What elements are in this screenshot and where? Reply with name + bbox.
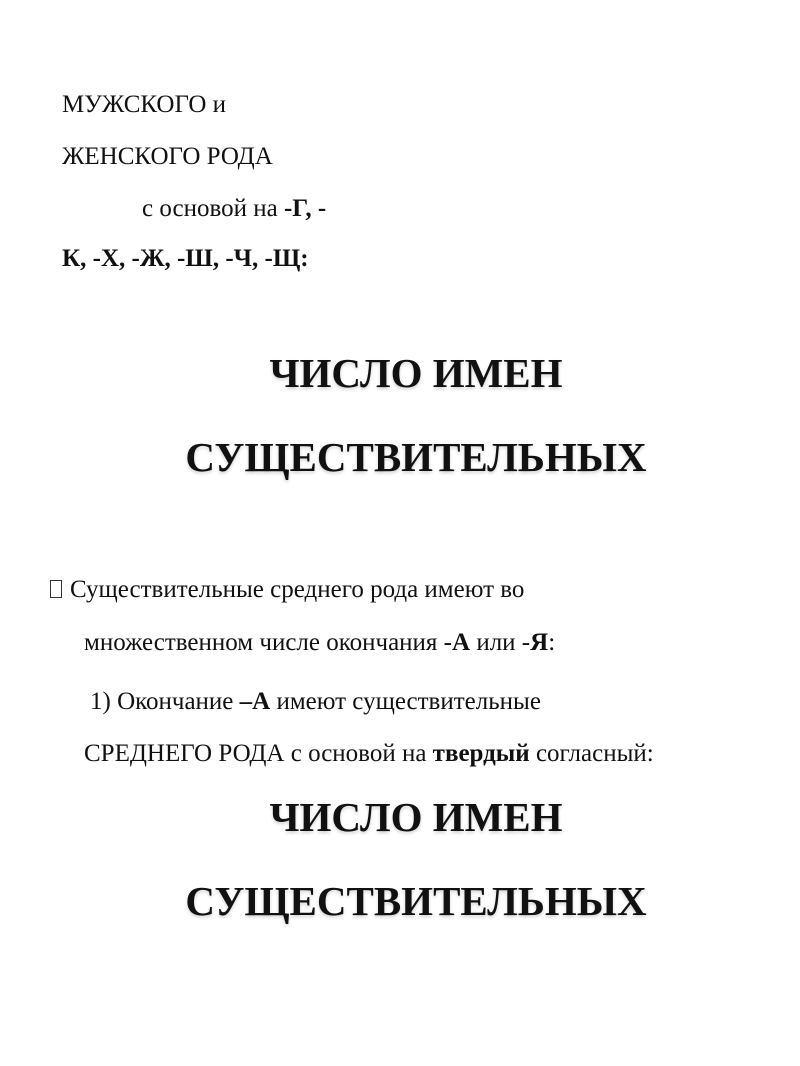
- point-1-prefix: 1) Окончание: [90, 688, 240, 715]
- rule-line-1: [50, 575, 524, 605]
- point-1-hard: твердый: [432, 740, 530, 767]
- ending-ya: Я: [530, 629, 549, 656]
- heading-1-line-1: ЧИСЛО ИМЕН: [269, 350, 563, 396]
- intro-line-2: ЖЕНСКОГО РОДА: [62, 143, 273, 170]
- point-1-line-1: [90, 687, 541, 717]
- rule-or: или -: [470, 629, 531, 656]
- ending-a: А: [452, 629, 471, 656]
- rule-line-2: [84, 628, 555, 658]
- intro-line-4-endings: К, -Х, -Ж, -Ш, -Ч, -Щ:: [62, 245, 309, 272]
- heading-2-line-2: СУЩЕСТВИТЕЛЬНЫХ: [185, 878, 647, 924]
- point-1-line-2: [84, 739, 654, 769]
- missing-glyph-box-icon: [50, 580, 62, 598]
- point-1-line-2-end: согласный:: [529, 740, 654, 767]
- intro-line-1: МУЖСКОГО и: [62, 91, 227, 118]
- point-1-line-2-text: СРЕДНЕГО РОДА с основой на: [84, 740, 433, 767]
- heading-2-line-1: ЧИСЛО ИМЕН: [269, 794, 563, 840]
- point-1-rest: имеют существительные: [270, 688, 541, 715]
- rule-line-2-text: множественном числе окончания -: [84, 629, 452, 656]
- point-1-ending: –А: [239, 688, 271, 715]
- intro-line-3: [142, 194, 326, 224]
- intro-line-3-text: с основой на: [142, 195, 284, 222]
- intro-line-3-endings: -Г, -: [283, 195, 327, 222]
- rule-colon: :: [548, 629, 556, 656]
- rule-line-1-text: Существительные среднего рода имеют во: [70, 576, 525, 603]
- heading-1-line-2: СУЩЕСТВИТЕЛЬНЫХ: [185, 434, 647, 480]
